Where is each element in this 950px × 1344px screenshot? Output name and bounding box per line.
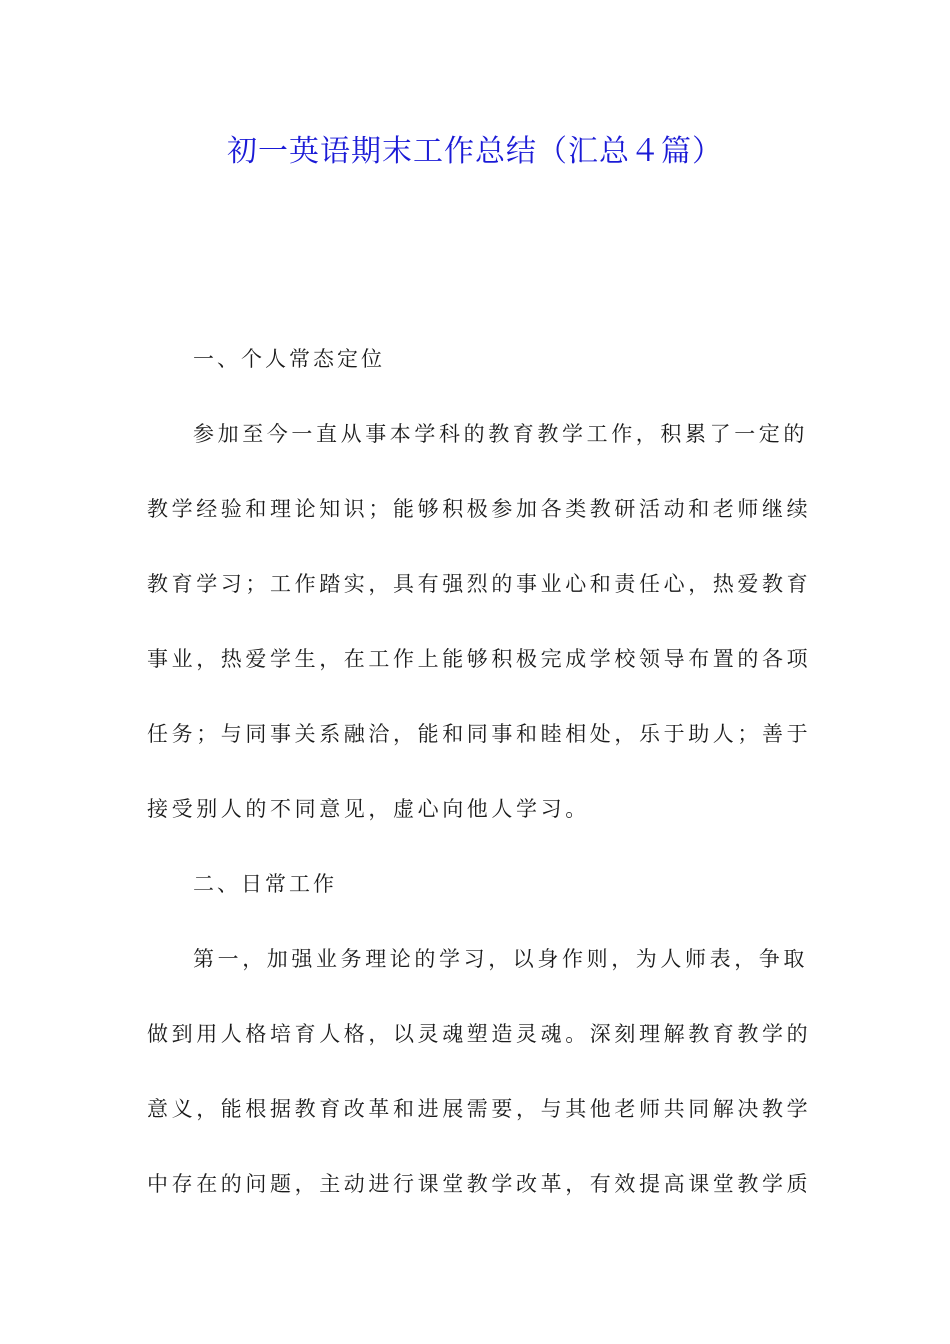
paragraph-line: 第一，加强业务理论的学习，以身作则，为人师表，争取 [193,947,808,971]
paragraph-line: 参加至今一直从事本学科的教育教学工作，积累了一定的 [193,422,808,446]
paragraph-line: 事业，热爱学生，在工作上能够积极完成学校领导布置的各项 [147,647,812,671]
paragraph-line: 意义，能根据教育改革和进展需要，与其他老师共同解决教学 [147,1097,812,1121]
paragraph-line: 接受别人的不同意见，虚心向他人学习。 [147,797,590,821]
section-heading: 二、日常工作 [193,872,337,896]
paragraph-line: 教学经验和理论知识；能够积极参加各类教研活动和老师继续 [147,497,812,521]
document-body [147,322,812,1222]
paragraph-line: 教育学习；工作踏实，具有强烈的事业心和责任心，热爱教育 [147,572,812,596]
section-heading: 一、个人常态定位 [193,347,385,371]
paragraph-line: 任务；与同事关系融洽，能和同事和睦相处，乐于助人；善于 [147,722,812,746]
document-title: 初一英语期末工作总结（汇总４篇） [227,134,723,169]
paragraph-line: 做到用人格培育人格，以灵魂塑造灵魂。深刻理解教育教学的 [147,1022,812,1046]
paragraph-line: 中存在的问题，主动进行课堂教学改革，有效提高课堂教学质 [147,1172,812,1196]
